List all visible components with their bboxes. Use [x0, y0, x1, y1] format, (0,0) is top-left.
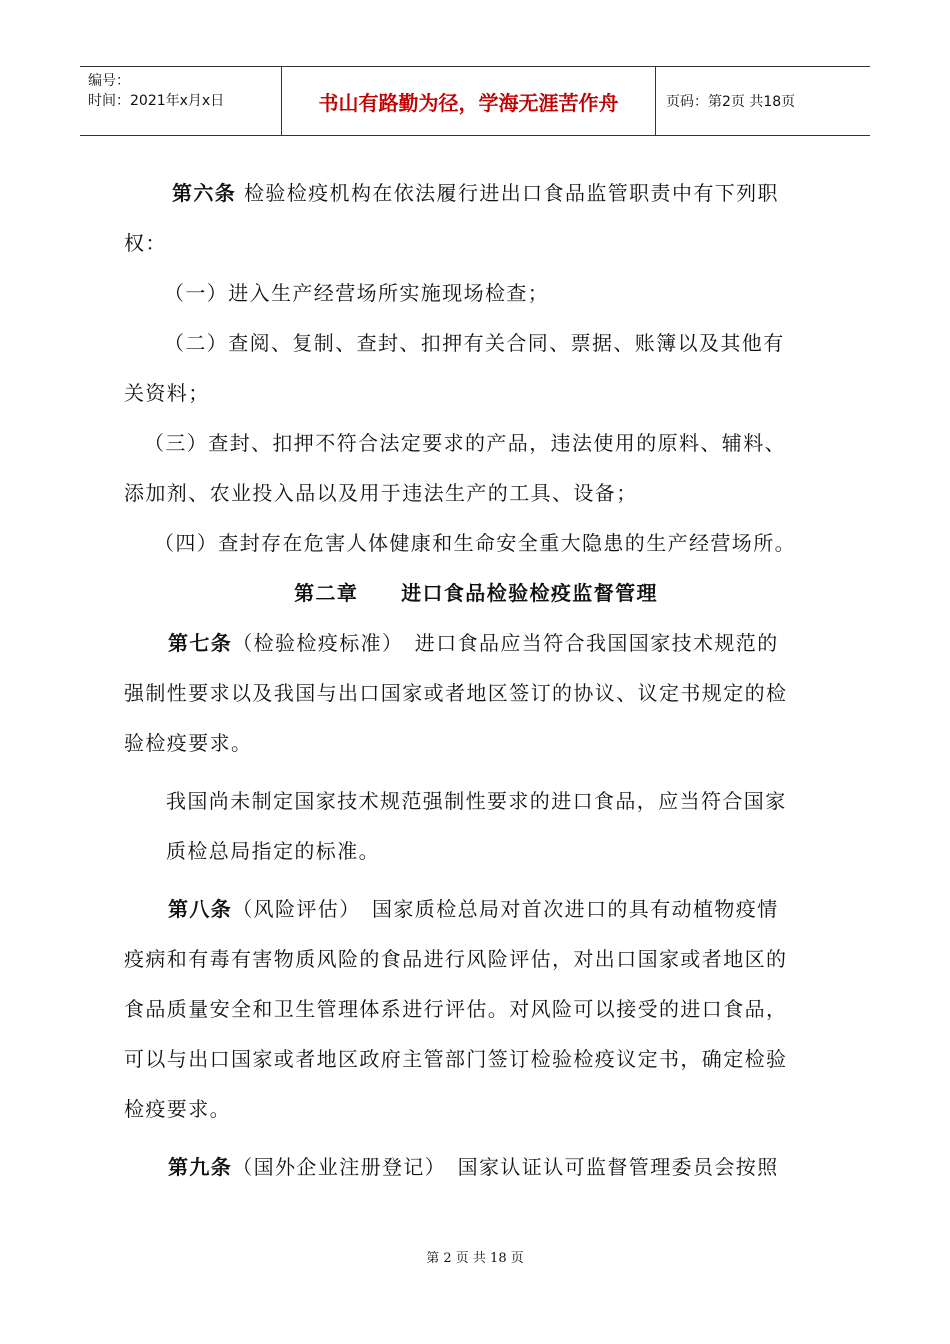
article-7-title: 第七条	[168, 631, 233, 655]
article-6-line2: 权：	[124, 231, 167, 255]
article-7-line3: 验检疫要求。	[124, 731, 253, 755]
article-6-item3-line1: （三）查封、扣押不符合法定要求的产品，违法使用的原料、辅料、	[144, 431, 786, 455]
chapter-2-heading: 第二章 进口食品检验检疫监督管理	[294, 581, 658, 605]
document-body	[124, 168, 828, 1192]
article-8-line4: 可以与出口国家或者地区政府主管部门签订检验检疫议定书，确定检验	[124, 1047, 788, 1071]
article-9-title: 第九条	[168, 1155, 233, 1179]
article-7-p2-line2: 质检总局指定的标准。	[166, 839, 380, 863]
article-8-line5: 检疫要求。	[124, 1097, 231, 1121]
article-6-item4: （四）查封存在危害人体健康和生命安全重大隐患的生产经营场所。	[154, 531, 796, 555]
article-7-p2-line1: 我国尚未制定国家技术规范强制性要求的进口食品，应当符合国家	[166, 789, 787, 813]
article-7-line1: 第七条（检验检疫标准） 进口食品应当符合我国国家技术规范的	[168, 631, 779, 655]
article-6-item1: （一）进入生产经营场所实施现场检查；	[164, 281, 550, 305]
article-9-line1: 第九条（国外企业注册登记） 国家认证认可监督管理委员会按照	[168, 1155, 779, 1179]
page-header	[80, 66, 870, 136]
article-8-line1: 第八条（风险评估） 国家质检总局对首次进口的具有动植物疫情	[168, 897, 779, 921]
article-8-line2: 疫病和有毒有害物质风险的食品进行风险评估，对出口国家或者地区的	[124, 947, 788, 971]
article-8-title: 第八条	[168, 897, 233, 921]
article-6-item2-line2: 关资料；	[124, 381, 210, 405]
header-page-info: 页码：第2页 共18页	[666, 94, 796, 110]
header-motto: 书山有路勤为径，学海无涯苦作舟	[282, 67, 656, 135]
article-6-item3-line2: 添加剂、农业投入品以及用于违法生产的工具、设备；	[124, 481, 638, 505]
doc-time-label: 时间：2021年x月x日	[88, 93, 225, 109]
page-footer: 第 2 页 共 18 页	[426, 1251, 524, 1266]
article-8-line3: 食品质量安全和卫生管理体系进行评估。对风险可以接受的进口食品，	[124, 997, 788, 1021]
header-meta	[80, 67, 282, 135]
article-6-line1: 第六条 检验检疫机构在依法履行进出口食品监管职责中有下列职	[172, 181, 779, 205]
article-7-line2: 强制性要求以及我国与出口国家或者地区签订的协议、议定书规定的检	[124, 681, 788, 705]
article-6-title: 第六条	[172, 181, 237, 205]
article-6-item2-line1: （二）查阅、复制、查封、扣押有关合同、票据、账簿以及其他有	[164, 331, 785, 355]
doc-number-label: 编号：	[88, 73, 130, 89]
